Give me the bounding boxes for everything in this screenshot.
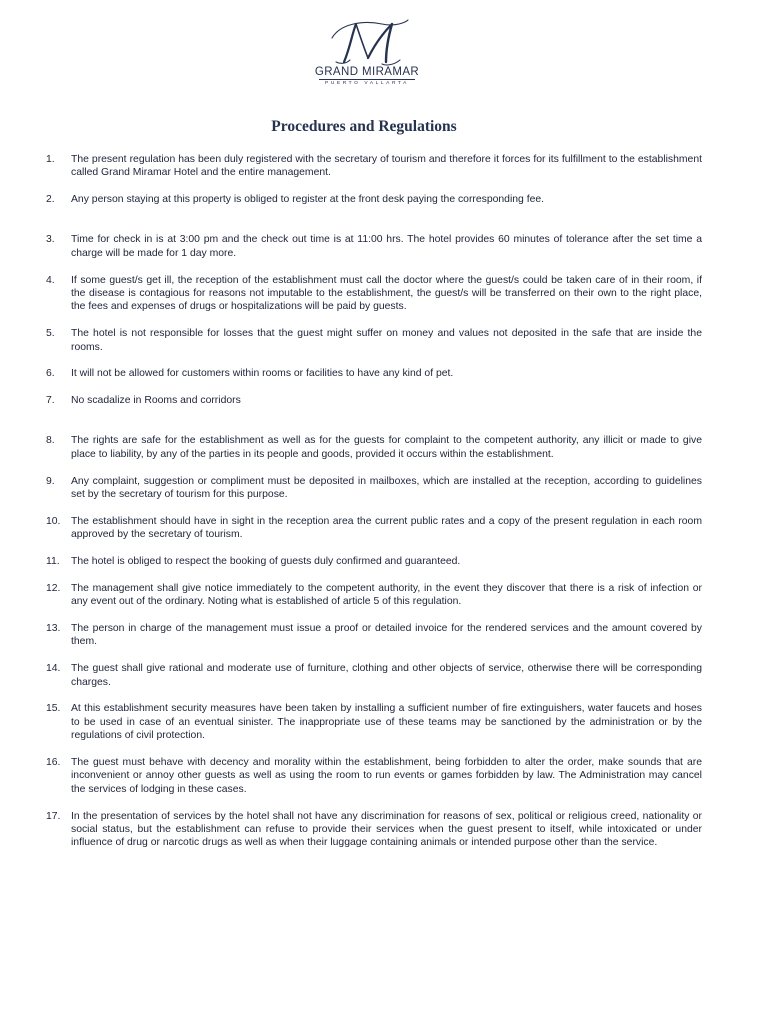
brand-location: PUERTO VALLARTA [325,81,409,86]
regulation-item [46,555,702,568]
item-text: The present regulation has been duly registered with the secretary of tourism and therefore it forces for its fulfillment to the establishment called Grand Miramar Hotel and the entire management. [71,154,702,179]
item-number: 11. [46,556,60,568]
item-text: The person in charge of the management must issue a proof or detailed invoice for the rendered services and the amount covered by them. [71,623,702,648]
item-text: No scadalize in Rooms and corridors [71,395,241,407]
item-number: 10. [46,515,61,527]
regulation-item [46,434,702,461]
item-number: 7. [46,395,55,407]
item-number: 5. [46,328,55,340]
regulation-item [46,582,702,609]
item-number: 9. [46,475,55,487]
item-text: At this establishment security measures have been taken by installing a sufficient number of fire extinguishers, water faucets and hoses to be used in case of an eventual sinister. The inappropriate use of these teams may be sanctioned by the administration or by the regulations of civil protection. [71,703,702,742]
item-text: The establishment should have in sight in the reception area the current public rates and a copy of the present regulation in each room approved by the secretary of tourism. [71,515,702,541]
item-text: Any person staying at this property is obliged to register at the front desk paying the corresponding fee. [71,194,545,206]
item-text: In the presentation of services by the hotel shall not have any discrimination for reasons of sex, political or religious creed, nationality or social status, but the establishment can refuse to provide their services when the guest present to itself, while intoxicated or under influence of drug or narcotic drugs as well as when their luggage containing animals or intended purpose other than the service. [71,810,702,849]
regulation-item [46,233,702,260]
item-number: 1. [46,154,55,165]
brand-divider [319,79,415,80]
regulation-item [46,662,702,689]
regulation-item [46,475,702,502]
item-text: The guest shall give rational and moderate use of furniture, clothing and other objects of service, otherwise there will be corresponding charges. [71,663,702,688]
item-text: The rights are safe for the establishment as well as for the guests for complaint to the competent authority, any illicit or made to give place to liability, by any of the parties in its people and goods, provided it occurs within the establishment. [71,435,702,460]
item-number: 2. [46,194,55,206]
item-number: 6. [46,368,55,380]
regulation-item [46,810,702,850]
item-number: 4. [46,274,55,286]
monogram-m-icon [322,18,412,68]
item-text: The guest must behave with decency and morality within the establishment, being forbidden to alter the order, make sounds that are inconvenient or annoy other guests as well as using the room to run events or games forbidden by law. The Administration may cancel the services of lodging in these cases. [71,757,702,795]
item-text: The hotel is not responsible for losses that the guest might suffer on money and values not deposited in the safe that are inside the rooms. [71,328,702,353]
item-number: 14. [46,663,61,675]
item-number: 15. [46,703,61,715]
item-number: 13. [46,623,61,635]
item-text: Time for check in is at 3:00 pm and the check out time is at 11:00 hrs. The hotel provides 60 minutes of tolerance after the set time a charge will be made for 1 day more. [71,234,702,259]
regulation-item [46,394,702,407]
item-text: Any complaint, suggestion or compliment must be deposited in mailboxes, which are installed at the reception, according to guidelines set by the secretary of tourism for this purpose. [71,475,702,501]
item-number: 8. [46,435,55,447]
item-number: 17. [46,810,61,822]
regulation-item [46,327,702,354]
page-title: Procedures and Regulations [271,118,457,135]
item-number: 3. [46,234,55,246]
brand-name: GRAND MIRAMAR [314,66,420,78]
regulation-item [46,515,702,542]
regulation-item [46,756,702,796]
item-text: If some guest/s get ill, the reception of the establishment must call the doctor where the guest/s could be taken care of in their room, if the disease is contagious for reasons not imputable to the establishment, the guest/s will be transferred on their own to the right place, the fees and expenses of drugs or hospitalizations will be paid by guests. [71,274,702,313]
item-number: 16. [46,757,61,769]
regulation-item [46,622,702,649]
hotel-logo [312,18,422,102]
regulation-item [46,367,702,380]
item-text: The hotel is obliged to respect the booking of guests duly confirmed and guaranteed. [71,556,461,568]
regulation-item [46,274,702,314]
item-number: 12. [46,582,61,594]
regulations-list [46,153,702,863]
regulation-item [46,153,702,180]
item-text: It will not be allowed for customers within rooms or facilities to have any kind of pet. [71,368,454,380]
regulation-item [46,193,702,206]
regulation-item [46,702,702,742]
item-text: The management shall give notice immediately to the competent authority, in the event they discover that there is a risk of infection or any event out of the ordinary. Noting what is established of article 5 of this regulation. [71,582,702,608]
